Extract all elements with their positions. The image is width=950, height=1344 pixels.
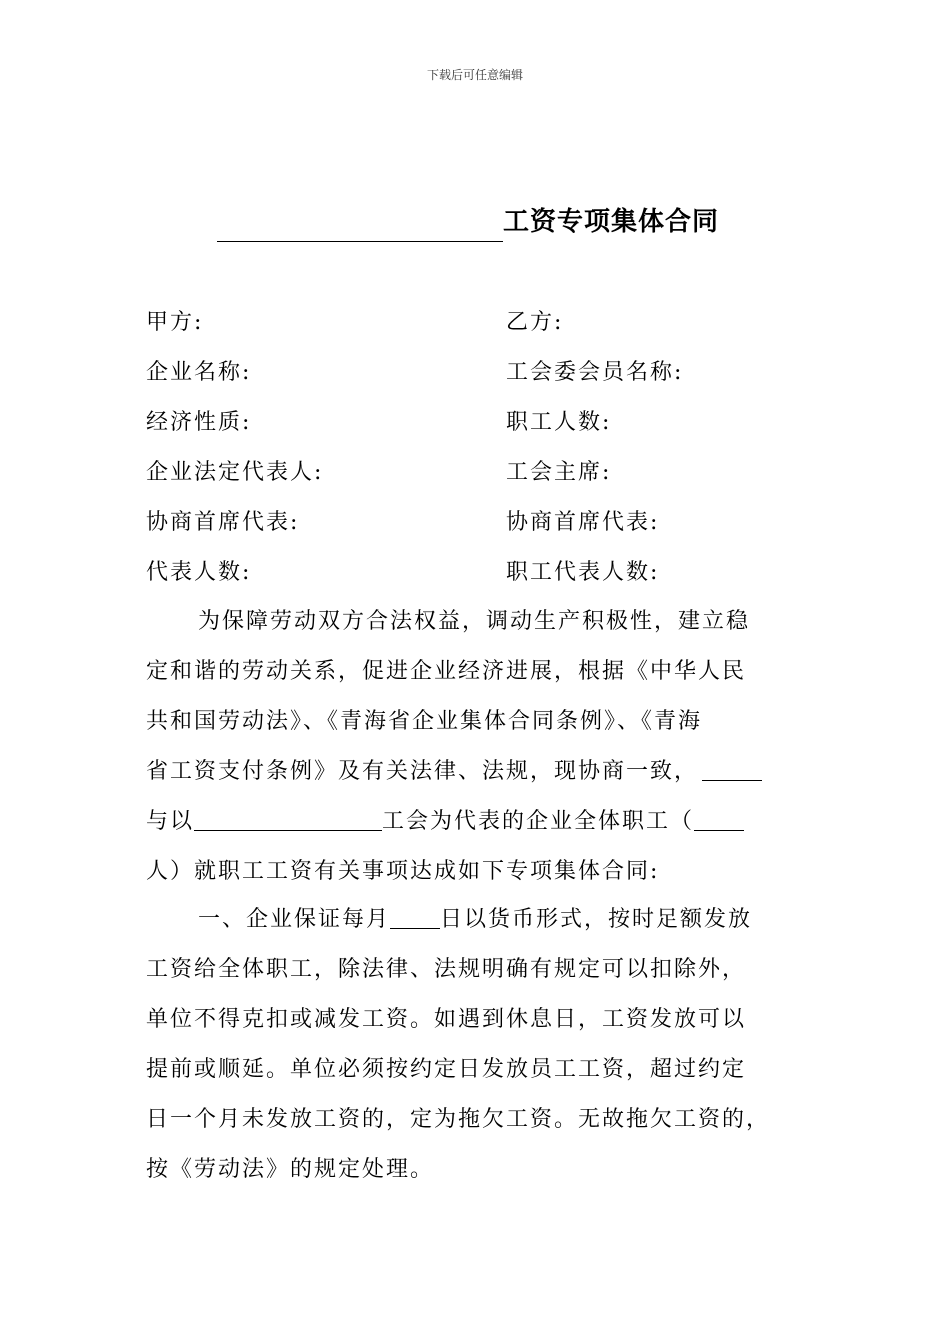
- document-title: [217, 202, 719, 242]
- legal-representative-label: 企业法定代表人:: [146, 460, 324, 485]
- clause-1-line-5: 日一个月未发放工资的，定为拖欠工资。无故拖欠工资的，: [146, 1107, 771, 1132]
- union-chairman-label: 工会主席:: [506, 460, 612, 485]
- clause-1-line-3: 单位不得克扣或减发工资。如遇到休息日，工资发放可以: [146, 1007, 747, 1032]
- clause-1-line-1b-text: 日以货币形式，按时足额发放: [440, 907, 753, 932]
- preamble-line-4-text: 省工资支付条例》及有关法律、法规，现协商一致，: [146, 759, 699, 784]
- preamble-line-6: 人）就职工工资有关事项达成如下专项集体合同:: [146, 859, 660, 884]
- economic-nature-label: 经济性质:: [146, 410, 252, 435]
- union-name-blank: [194, 806, 382, 831]
- page-header-note: 下载后可任意编辑: [426, 68, 523, 82]
- employee-count-label: 职工人数:: [506, 410, 612, 435]
- preamble-line-5: [146, 797, 796, 847]
- preamble-paragraph: [146, 597, 796, 897]
- preamble-line-5b-text: 工会为代表的企业全体职工（: [382, 809, 695, 834]
- clause-1-line-1: [146, 895, 796, 945]
- party-a-label: 甲方:: [146, 310, 204, 335]
- preamble-line-2: 定和谐的劳动关系，促进企业经济进展，根据《中华人民: [146, 659, 747, 684]
- party-b-label: 乙方:: [506, 310, 564, 335]
- union-committee-name-label: 工会委会员名称:: [506, 360, 684, 385]
- party-a-chief-negotiator-label: 协商首席代表:: [146, 510, 300, 535]
- headcount-blank: [694, 806, 744, 831]
- clause-1-paragraph: [146, 895, 796, 1195]
- employee-representative-count-label: 职工代表人数:: [506, 560, 660, 585]
- preamble-line-3: 共和国劳动法》、《青海省企业集体合同条例》、《青海: [146, 709, 703, 734]
- title-blank-line: [217, 208, 503, 242]
- enterprise-name-label: 企业名称:: [146, 360, 252, 385]
- clause-1-line-2: 工资给全体职工，除法律、法规明确有规定可以扣除外，: [146, 957, 747, 982]
- party-b-chief-negotiator-label: 协商首席代表:: [506, 510, 660, 535]
- title-text: 工资专项集体合同: [503, 207, 720, 237]
- enterprise-blank: [702, 756, 762, 781]
- clause-1-line-6: 按《劳动法》的规定处理。: [146, 1157, 435, 1182]
- preamble-line-5a-text: 与以: [146, 809, 195, 834]
- representative-count-label: 代表人数:: [146, 560, 252, 585]
- clause-1-line-4: 提前或顺延。单位必须按约定日发放员工工资，超过约定: [146, 1057, 747, 1082]
- payday-blank: [390, 904, 440, 929]
- preamble-line-1: 为保障劳动双方合法权益，调动生产积极性，建立稳: [198, 609, 751, 634]
- preamble-line-4: [146, 747, 796, 797]
- clause-1-line-1a-text: 一、企业保证每月: [198, 907, 391, 932]
